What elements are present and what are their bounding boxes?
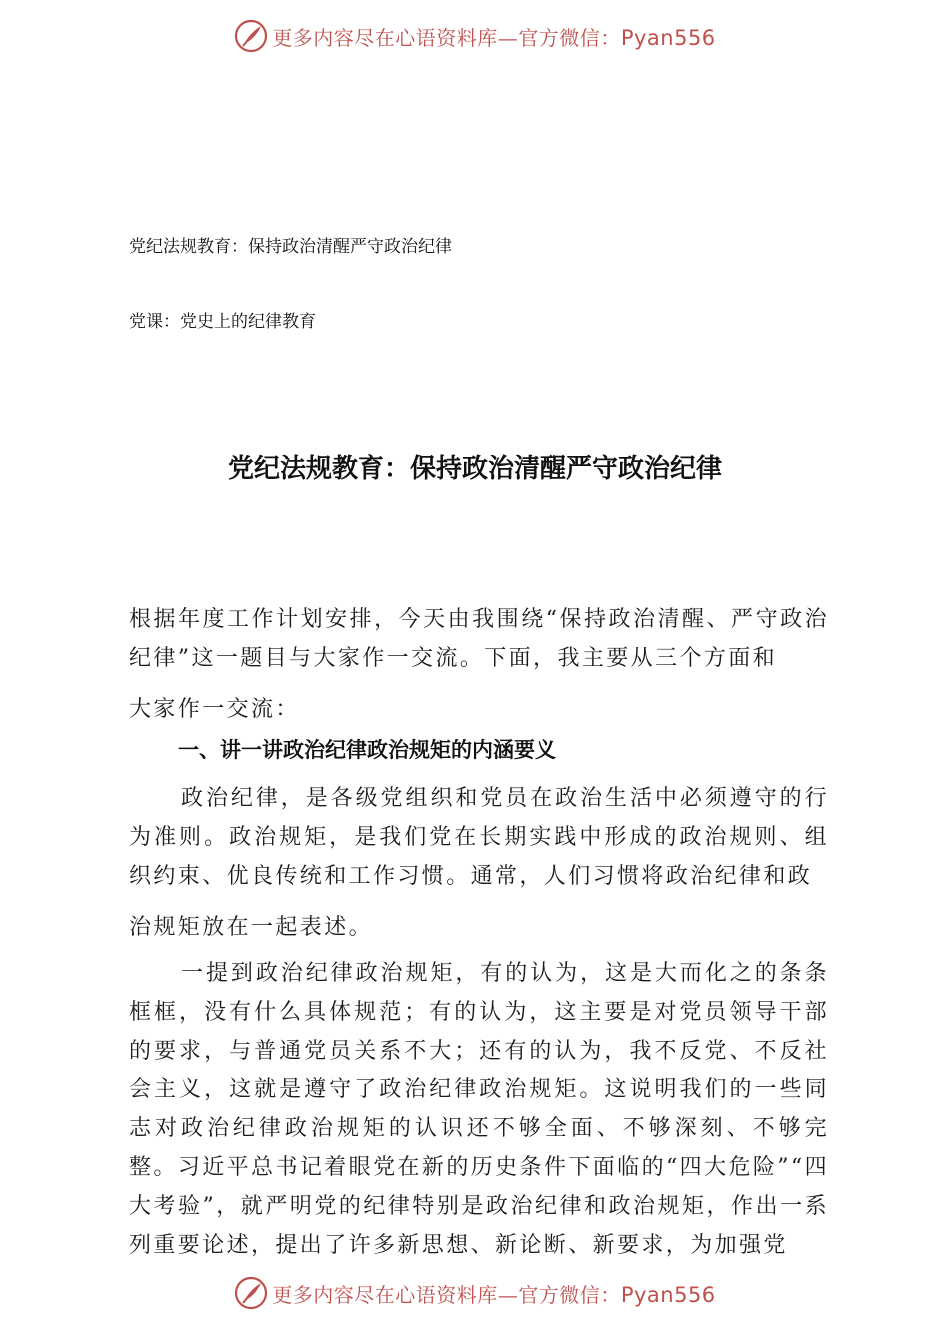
footer-wechat-id: Pyan556: [620, 1282, 716, 1307]
footer-banner-text: 更多内容尽在心语资料库—官方微信：Pyan556: [272, 1282, 716, 1307]
header-banner-text: 更多内容尽在心语资料库—官方微信：Pyan556: [272, 25, 716, 50]
header-banner: [0, 14, 950, 58]
toc-item-2: 党课：党史上的纪律教育: [129, 312, 316, 332]
body-paragraph-1-tail: 治规矩放在一起表述。: [129, 915, 374, 940]
intro-paragraph-tail: 大家作一交流：: [129, 697, 300, 722]
header-wechat-id: Pyan556: [620, 25, 716, 50]
document-title: 党纪法规教育：保持政治清醒严守政治纪律: [227, 454, 722, 484]
body-paragraph-1: 政治纪律，是各级党组织和党员在政治生活中必须遵守的行为准则。政治规矩，是我们党在长期实践中形成的政治规则、组织约束、优良传统和工作习惯。通常，人们习惯将政治纪律和政: [129, 786, 829, 889]
footer-banner: [0, 1271, 950, 1315]
body-paragraph-2: 一提到政治纪律政治规矩，有的认为，这是大而化之的条条框框，没有什么具体规范；有的认为，这主要是对党员领导干部的要求，与普通党员关系不大；还有的认为，我不反党、不反社会主义，这就是遵守了政治纪律政治规矩。这说明我们的一些同志对政治纪律政治规矩的认识还不够全面、不够深刻、不够完整。习近平总书记着眼党在新的历史条件下面临的“四大危险”“四大考验”，就严明党的纪律特别是政治纪律和政治规矩，作出一系列重要论述，提出了许多新思想、新论断、新要求，为加强党: [129, 961, 829, 1258]
quill-logo-icon: [234, 19, 268, 53]
quill-logo-icon: [234, 1276, 268, 1310]
section-heading: 一、讲一讲政治纪律政治规矩的内涵要义: [178, 738, 556, 762]
toc-item-1: 党纪法规教育：保持政治清醒严守政治纪律: [129, 237, 452, 257]
intro-paragraph: 根据年度工作计划安排，今天由我围绕“保持政治清醒、严守政治纪律”这一题目与大家作一交流。下面，我主要从三个方面和: [129, 607, 829, 671]
